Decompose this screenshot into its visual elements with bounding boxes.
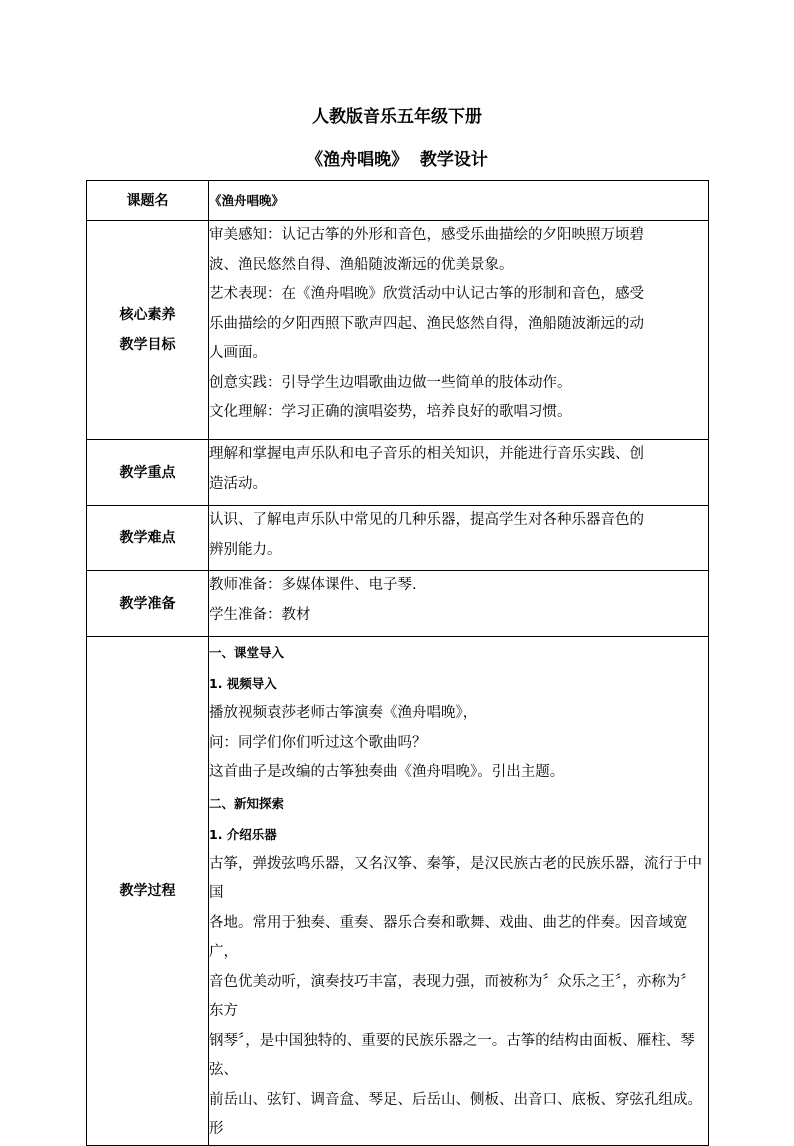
goals-content — [209, 221, 709, 440]
preparation-line: 学生准备：教材 — [209, 606, 311, 623]
label-key-points: 教学重点 — [87, 440, 209, 506]
goals-line: 艺术表现：在《渔舟唱晚》欣赏活动中认记古筝的形制和音色，感受 — [209, 286, 644, 302]
table-row-goals — [87, 221, 709, 440]
table-row-key-points — [87, 440, 709, 506]
process-line: 音色优美动听，演奏技巧丰富，表现力强，而被称为〞众乐之王〞，亦称为〞东方 — [209, 973, 695, 1019]
table-row-process — [87, 637, 709, 1146]
difficulties-content — [209, 506, 709, 571]
process-line: 前岳山、弦钉、调音盒、琴足、后岳山、侧板、出音口、底板、穿弦孔组成。形 — [209, 1091, 702, 1137]
label-goals-line1: 核心素养 — [119, 307, 176, 323]
key-points-line: 造活动。 — [209, 475, 267, 492]
process-line: 这首曲子是改编的古筝独奏曲《渔舟唱晚》。引出主题。 — [209, 764, 565, 780]
table-row-preparation — [87, 571, 709, 637]
label-process: 教学过程 — [87, 637, 209, 1146]
table-row-difficulties — [87, 506, 709, 571]
goals-line: 乐曲描绘的夕阳西照下歌声四起、渔民悠然自得，渔船随波渐远的动 — [209, 315, 644, 332]
label-difficulties: 教学难点 — [87, 506, 209, 571]
goals-line: 创意实践：引导学生边唱歌曲边做一些简单的肢体动作。 — [209, 374, 572, 391]
topic-value: 《渔舟唱晚》 — [209, 193, 285, 208]
label-preparation: 教学准备 — [87, 571, 209, 637]
label-topic: 课题名 — [87, 181, 209, 221]
goals-line: 文化理解：学习正确的演唱姿势，培养良好的歌唱习惯。 — [209, 404, 572, 420]
process-content — [209, 637, 709, 1146]
process-line: 各地。常用于独奏、重奏、器乐合奏和歌舞、戏曲、曲艺的伴奏。因音域宽广， — [209, 914, 688, 960]
process-line: 古筝，弹拨弦鸣乐器，又名汉筝、秦筝，是汉民族古老的民族乐器，流行于中国 — [209, 855, 702, 901]
key-points-content — [209, 440, 709, 506]
key-points-line: 理解和掌握电声乐队和电子音乐的相关知识，并能进行音乐实践、创 — [209, 446, 644, 462]
table-row-topic — [87, 181, 709, 221]
process-subheading: 1. 介绍乐器 — [209, 826, 277, 842]
label-goals-line2: 教学目标 — [119, 337, 176, 353]
lesson-title: 《渔舟唱晚》 教学设计 — [306, 150, 488, 170]
goals-line: 人画面。 — [209, 345, 267, 361]
process-subheading: 1. 视频导入 — [209, 676, 277, 691]
document-title: 人教版音乐五年级下册 — [312, 107, 482, 127]
process-line: 钢琴〞，是中国独特的、重要的民族乐器之一。古筝的结构由面板、雁柱、琴弦、 — [209, 1032, 695, 1078]
difficulties-line: 认识、了解电声乐队中常见的几种乐器，提高学生对各种乐器音色的 — [209, 512, 644, 528]
preparation-line: 教师准备：多媒体课件、电子琴. — [209, 577, 417, 593]
process-line: 播放视频袁莎老师古筝演奏《渔舟唱晚》， — [209, 705, 478, 721]
process-line: 问：同学们你们听过这个歌曲吗？ — [209, 734, 427, 751]
process-section-heading: 二、新知探索 — [209, 795, 285, 811]
goals-line: 波、渔民悠然自得、渔船随波渐远的优美景象。 — [209, 256, 514, 273]
difficulties-line: 辨别能力。 — [209, 541, 282, 558]
preparation-content — [209, 571, 709, 637]
process-section-heading: 一、课堂导入 — [209, 645, 285, 660]
lesson-plan-table — [86, 180, 709, 1146]
label-goals — [87, 221, 209, 440]
goals-line: 审美感知：认记古筝的外形和音色，感受乐曲描绘的夕阳映照万顷碧 — [209, 227, 644, 243]
